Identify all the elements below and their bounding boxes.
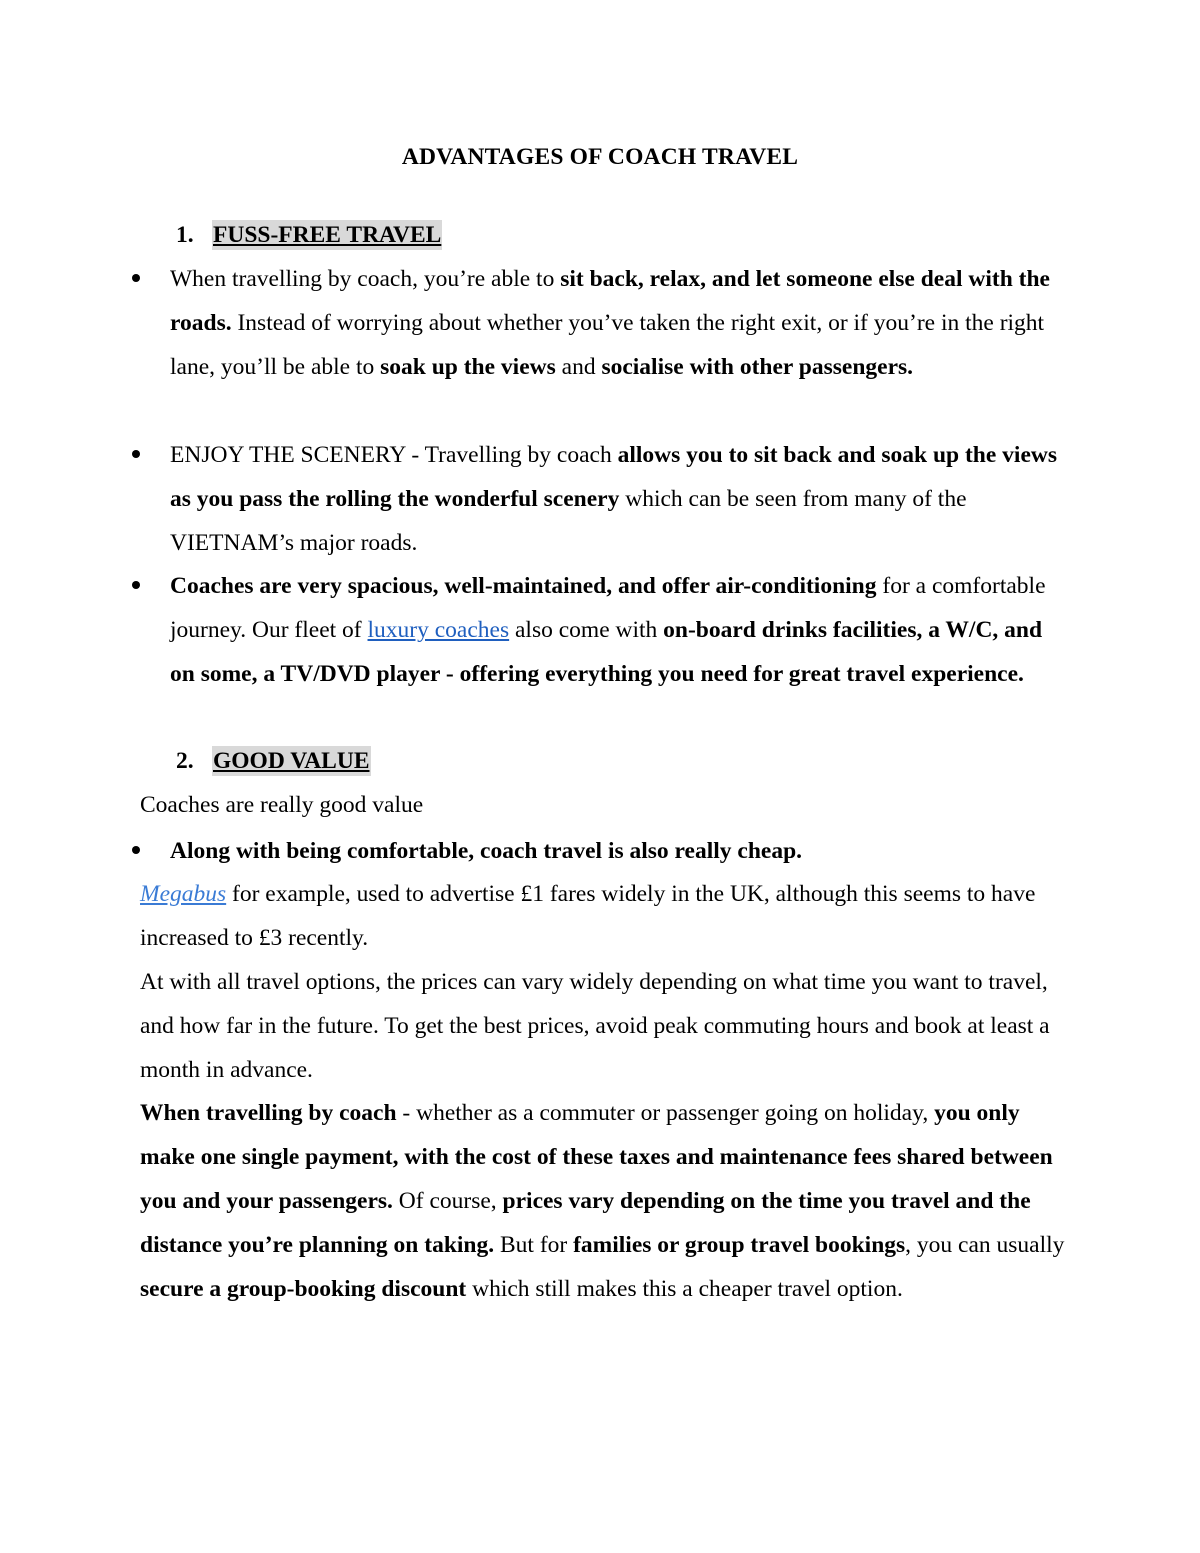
text-run: and <box>555 354 602 380</box>
text-run: ENJOY THE SCENERY - Travelling by coach <box>170 442 618 468</box>
text-run: But for <box>494 1232 574 1258</box>
paragraph <box>140 1091 1065 1311</box>
section-number: 2. <box>176 748 194 774</box>
section-title: GOOD VALUE <box>213 748 370 774</box>
text-run: When travelling by coach, you’re able to <box>170 266 561 292</box>
bold-text: Along with being comfortable, coach travel is also really cheap. <box>170 838 803 864</box>
text-run: , you can usually <box>905 1232 1065 1258</box>
text-run: Instead of worrying about whether you’ve taken the right exit, or if you’re in the right lane, you’ll be able to <box>170 310 1045 380</box>
text-run: also come with <box>509 617 664 643</box>
text-run: which still makes this a cheaper travel option. <box>466 1276 903 1302</box>
section-intro: Coaches are really good value <box>140 792 424 818</box>
paragraph: At with all travel options, the prices can vary widely depending on what time you want to travel, and how far in the future. To get the best prices, avoid peak commuting hours and book at least a month in advance. <box>140 969 1050 1083</box>
bold-text: sit back, relax, and let someone else deal with the roads. <box>170 266 1050 336</box>
bold-text: allows you to sit back and soak up the views as you pass the rolling the wonderful scenery <box>170 442 1057 512</box>
text-run: for a comfortable journey. Our fleet of <box>170 573 1046 643</box>
luxury-coaches-link[interactable]: luxury coaches <box>367 617 510 643</box>
megabus-link[interactable]: Megabus <box>140 881 227 907</box>
section-number: 1. <box>176 222 194 248</box>
text-run: which can be seen from many of the VIETNAM’s major roads. <box>170 486 967 556</box>
text-run: for example, used to advertise £1 fares widely in the UK, although this seems to have increased to £3 recently. <box>140 881 1036 951</box>
list-item <box>170 433 1070 565</box>
bold-text: families or group travel bookings <box>573 1232 906 1258</box>
bullet-icon <box>132 846 140 854</box>
text-run: Of course, <box>392 1188 503 1214</box>
bullet-icon <box>132 581 140 589</box>
paragraph <box>140 872 1065 960</box>
bold-text: you only make one single payment, with the cost of these taxes and maintenance fees shared between you and your passengers. <box>140 1100 1053 1214</box>
bold-text: socialise with other passengers. <box>601 354 914 380</box>
bold-text: secure a group-booking discount <box>140 1276 467 1302</box>
bold-text: When travelling by coach <box>140 1100 397 1126</box>
document-title: ADVANTAGES OF COACH TRAVEL <box>401 144 799 170</box>
list-item <box>170 257 1070 389</box>
bold-text: soak up the views <box>380 354 556 380</box>
bold-text: prices vary depending on the time you travel and the distance you’re planning on taking. <box>140 1188 1031 1258</box>
section-title: FUSS-FREE TRAVEL <box>213 222 442 248</box>
bold-text: on-board drinks facilities, a W/C, and on some, a TV/DVD player - offering everything you need for great travel experience. <box>170 617 1043 687</box>
bullet-icon <box>132 450 140 458</box>
bullet-icon <box>132 274 140 282</box>
text-run: - whether as a commuter or passenger going on holiday, <box>396 1100 935 1126</box>
list-item <box>170 564 1070 696</box>
bold-text: Coaches are very spacious, well-maintained, and offer air-conditioning <box>170 573 877 599</box>
list-item <box>170 829 1070 873</box>
